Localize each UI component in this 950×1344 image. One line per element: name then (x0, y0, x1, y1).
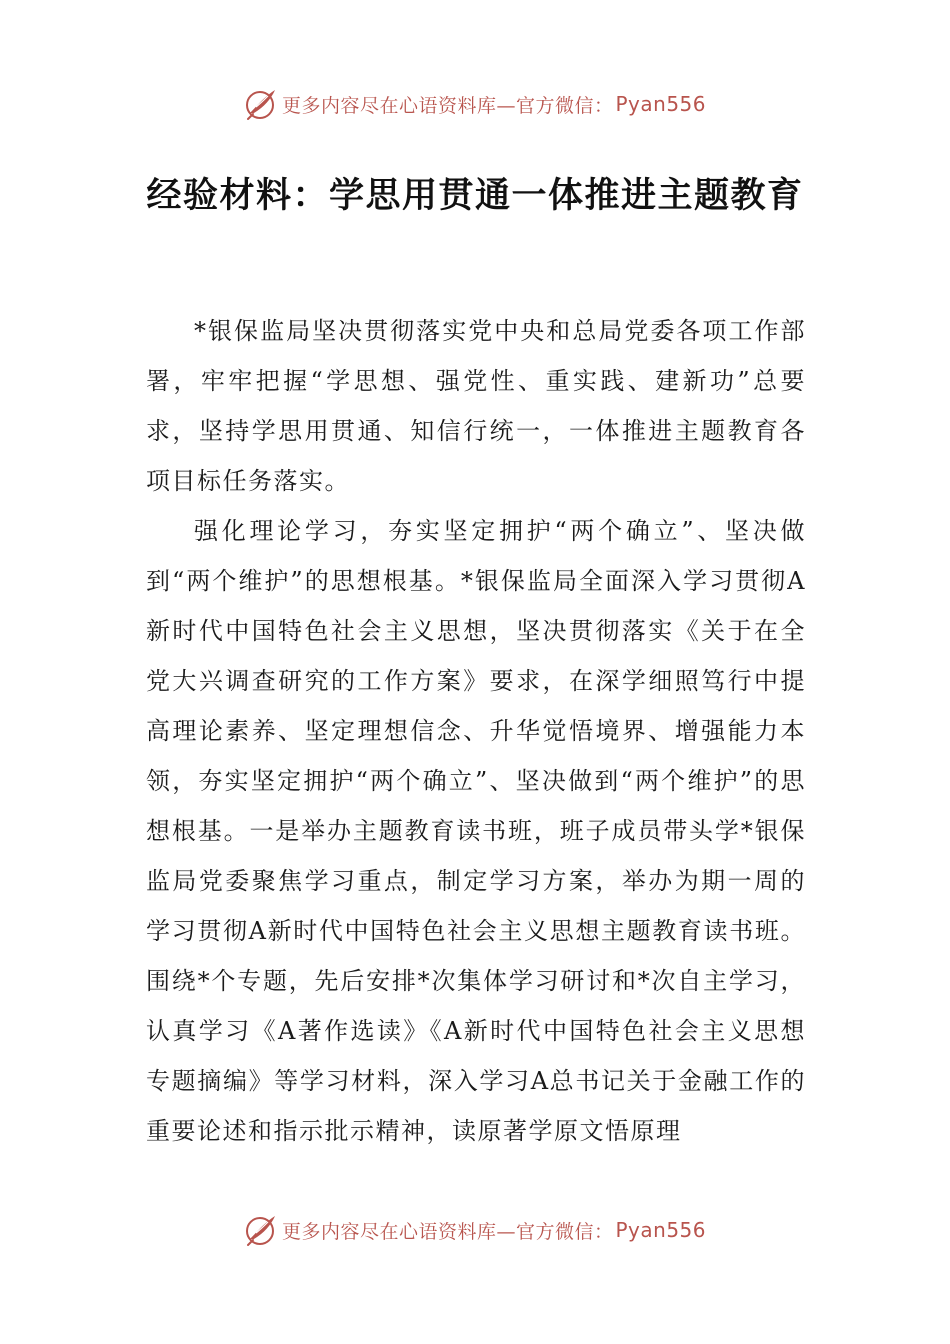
watermark-slogan: 更多内容尽在心语资料库—官方微信： (281, 1220, 614, 1243)
quill-pen-logo-icon (244, 1213, 278, 1247)
header-watermark (0, 84, 950, 124)
document-body (146, 306, 806, 1156)
document-title: 经验材料：学思用贯通一体推进主题教育 (146, 176, 804, 216)
paragraph: 强化理论学习，夯实坚定拥护“两个确立”、坚决做到“两个维护”的思想根基。*银保监局全面深入学习贯彻A新时代中国特色社会主义思想，坚决贯彻落实《关于在全党大兴调查研究的工作方案》要求，在深学细照笃行中提高理论素养、坚定理想信念、升华觉悟境界、增强能力本领，夯实坚定拥护“两个确立”、坚决做到“两个维护”的思想根基。一是举办主题教育读书班，班子成员带头学*银保监局党委聚焦学习重点，制定学习方案，举办为期一周的学习贯彻A新时代中国特色社会主义思想主题教育读书班。围绕*个专题，先后安排*次集体学习研讨和*次自主学习，认真学习《A著作选读》《A新时代中国特色社会主义思想专题摘编》等学习材料，深入学习A总书记关于金融工作的重要论述和指示批示精神，读原著学原文悟原理 (146, 517, 806, 1145)
footer-watermark (0, 1210, 950, 1250)
quill-pen-logo-icon (244, 87, 278, 121)
watermark-wechat-id: Pyan556 (615, 1218, 707, 1242)
watermark-slogan: 更多内容尽在心语资料库—官方微信： (281, 94, 614, 117)
paragraph: *银保监局坚决贯彻落实党中央和总局党委各项工作部署，牢牢把握“学思想、强党性、重实践、建新功”总要求，坚持学思用贯通、知信行统一，一体推进主题教育各项目标任务落实。 (146, 317, 806, 495)
watermark-wechat-id: Pyan556 (615, 92, 707, 116)
